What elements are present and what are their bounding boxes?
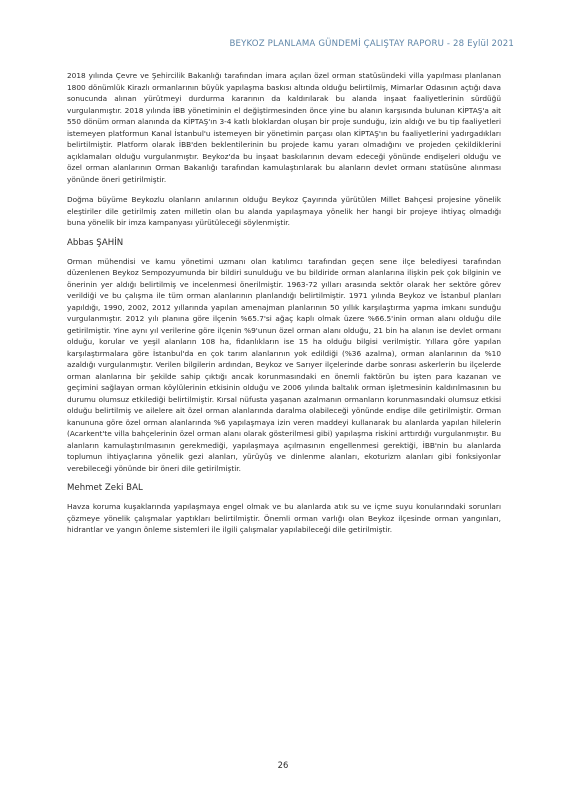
paragraph-kirazli-forests: 2018 yılında Çevre ve Şehircilik Bakanlığı tarafından imara açılan özel orman statüsündeki villa yapılması planlanan 1800 dönümlük Kirazlı ormanlarının büyük yapılaşma baskısı altında olduğu belirtilmiş, Mimarlar Odasının açtığı dava sonucunda alınan yürütmeyi durdurma kararının da kaldırılarak bu alanda inşaat faaliyetlerinin sürdüğü vurgulanmıştır. 2018 yılında İBB yönetiminin el değiştirmesinden önce yine bu alanın karşısında bulunan KİPTAŞ'a ait 550 dönüm orman alanında da KİPTAŞ'ın 3-4 katlı bloklardan oluşan bir proje sunduğu, izin aldığı ve bu tip faaliyetleri istemeyen platformun Kanal İstanbul'u istemeyen bir yönetimin parçası olan KİPTAŞ'ın bu faaliyetlerini yadırgadıkları belirtilmiştir. Platform olarak İBB'den beklentilerinin bu projede kamu yararı olmadığını ve projeden çekildiklerini açıklamaları olduğu vurgulanmıştır. Beykoz'da bu inşaat baskılarının devam edeceği yönünde endişeleri olduğu ve özel orman alanlarının Orman Bakanlığı tarafından kamulaştırılarak bu alanların devlet ormanı statüsüne alınması yönünde öneri getirilmiştir. — [67, 71, 501, 184]
speaker-name-mehmet-zeki-bal: Mehmet Zeki BAL — [67, 483, 143, 493]
paragraph-millet-bahcesi: Doğma büyüme Beykozlu olanların anılarının olduğu Beykoz Çayırında yürütülen Millet Bahçesi projesine yönelik eleştiriler dile getirilmiş zaten milletin olan bu alanda yapılaşmaya yönelik her hangi bir projeye ihtiyaç olmadığı buna yönelik bir imza kampanyası yürütüleceği söylenmiştir. — [67, 195, 501, 227]
report-header: BEYKOZ PLANLAMA GÜNDEMİ ÇALIŞTAY RAPORU - 28 Eylül 2021 — [229, 39, 514, 49]
page-content — [67, 70, 501, 545]
paragraph-mehmet-zeki-bal: Havza koruma kuşaklarında yapılaşmaya engel olmak ve bu alanlarda atık su ve içme suyu konularındaki sorunları çözmeye yönelik çalışmalar yaptıkları belirtilmiştir. Önemli orman varlığı olan Beykoz ilçesinde orman yangınları, hidrantlar ve yangın önleme sistemleri ile ilgili çalışmalar yapılabileceği dile getirilmiştir. — [67, 502, 501, 534]
speaker-name-abbas-sahin: Abbas ŞAHİN — [67, 237, 124, 248]
paragraph-abbas-sahin: Orman mühendisi ve kamu yönetimi uzmanı olan katılımcı tarafından geçen sene ilçe belediyesi tarafından düzenlenen Beykoz Sempozyumunda bir bildiri sunulduğu ve bu bildiride orman alanlarına ilişkin pek çok bilginin ve önerinin yer aldığı belirtilmiş ve incelenmesi önerilmiştir. 1963-72 yılları arasında sektör olarak her sektöre görev verildiği ve bu çalışma ile tüm orman alanlarının planlandığı belirtilmiştir. 1971 yılında Beykoz ve İstanbul planları yapıldığı, 1990, 2002, 2012 yıllarında yapılan amenajman planlarının 50 yıllık karşılaştırma yapma imkanı sunduğu vurgulanmıştır. 2012 yılı planına göre ilçenin %65.7'si ağaç kaplı olmak üzere %66.5'inin orman alanı olduğu dile getirilmiştir. Yine aynı yıl verilerine göre ilçenin %9'unun özel orman alanı olduğu, 21 bin ha alanın ise devlet ormanı olduğu, korular ve yeşil alanların 108 ha, fidanlıkların ise 15 ha olduğu bilgisi verilmiştir. Yıllara göre yapılan karşılaştırmalara göre İstanbul'da en çok tarım alanlarının yok edildiği (%36 azalma), orman alanlarının da %10 azaldığı vurgulanmıştır. Verilen bilgilerin ardından, Beykoz ve Sarıyer ilçelerinde darbe sonrası askerlerin bu ilçelerde orman alanlarına bir şekilde sahip çıktığı ancak korunmasındaki en önemli faktörün bu işten para kazanan ve geçimini sağlayan orman köylülerinin etkisinin olduğu ve 2006 yılında baltalık orman işletmesinin kaldırılmasının bu durumu olumsuz etkilediği belirtilmiştir. Kırsal nüfusta yaşanan azalmanın ormanların korunmasındaki olumsuz etkisi olduğu belirtilmiş ve ailelere ait özel orman alanlarında daralma olabileceği yönünde endişe dile getirilmiştir. Orman kanununa göre özel orman alanlarında %6 yapılaşmaya izin veren maddeyi kullanarak bu alanlarda yapılan hilelerin (Acarkent'te villa bahçelerinin özel orman alanı olarak gösterilmesi gibi) yapılaşma riskini arttırdığı vurgulanmıştır. Bu alanların kamulaştırılmasının gerekmediği, yapılaşmaya açılmasının engellenmesi gerektiği, İBB'nin bu alanlarda toplumun ihtiyaçlarına yönelik gezi alanları, yürüyüş ve dinlenme alanları, ekoturizm alanları gibi fonksiyonlar verebileceği yönünde bir öneri dile getirilmiştir. — [67, 256, 501, 473]
page-number: 26 — [277, 760, 289, 770]
